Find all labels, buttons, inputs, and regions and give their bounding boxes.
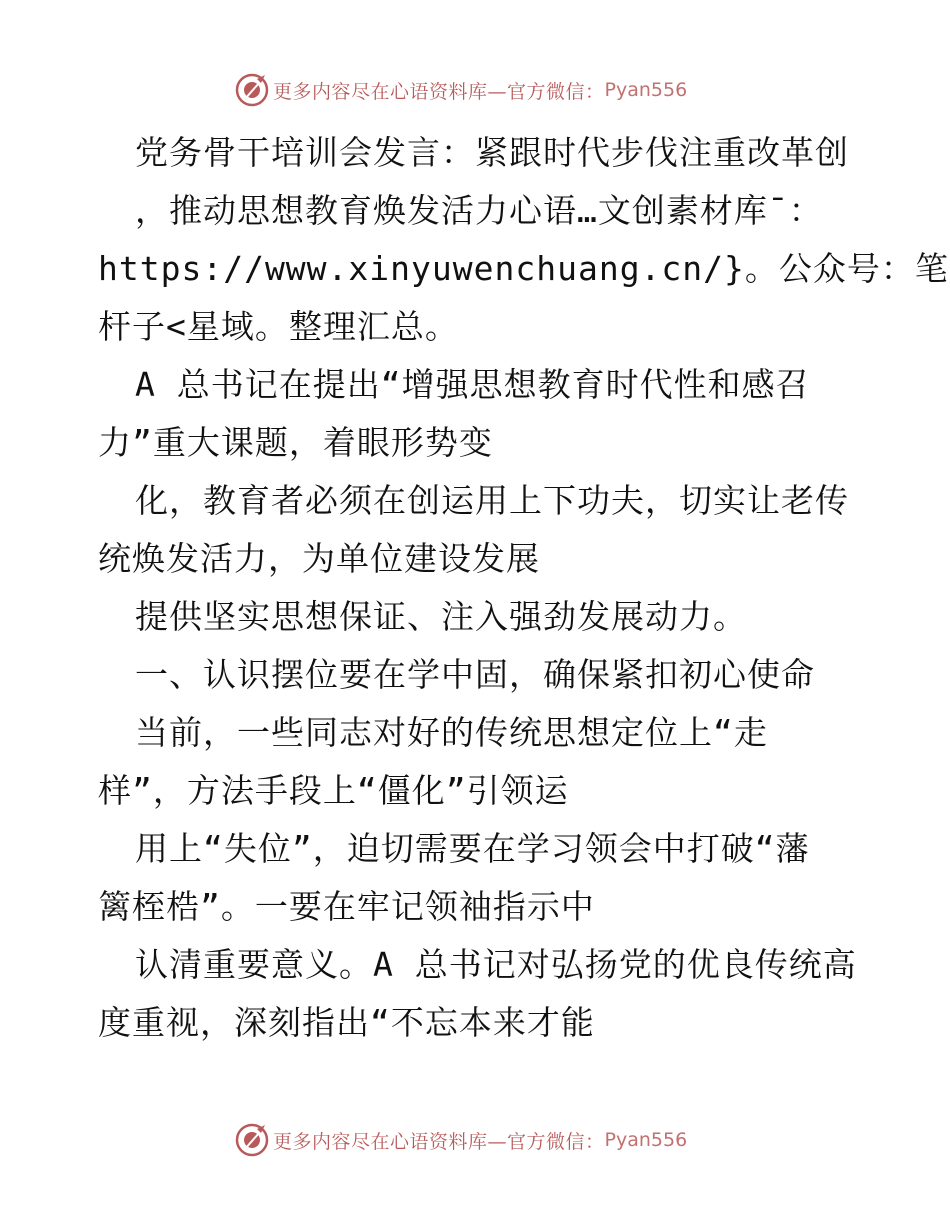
header-watermark xyxy=(235,72,687,108)
header-watermark-handle: Pyan556 xyxy=(604,79,688,101)
text-line: 度重视，深刻指出“不忘本来才能 xyxy=(98,1003,595,1042)
text-line: 力”重大课题，着眼形势变 xyxy=(98,423,493,462)
text-line: 当前，一些同志对好的传统思想定位上“走 xyxy=(135,713,768,752)
section-heading: 一、认识摆位要在学中固，确保紧扣初心使命 xyxy=(135,655,815,694)
text-line: 样”，方法手段上“僵化”引领运 xyxy=(98,771,569,810)
header-watermark-text: 更多内容尽在心语资料库—官方微信： xyxy=(273,80,605,103)
text-line: 提供坚实思想保证、注入强劲发展动力。 xyxy=(135,597,747,636)
footer-watermark-handle: Pyan556 xyxy=(604,1129,688,1151)
footer-watermark-text: 更多内容尽在心语资料库—官方微信： xyxy=(273,1130,605,1153)
text-line: 篱桎梏”。一要在牢记领袖指示中 xyxy=(98,887,595,926)
text-line: ，推动思想教育焕发活力心语…文创素材库¯： xyxy=(135,191,823,230)
text-line: 党务骨干培训会发言：紧跟时代步伐注重改革创 xyxy=(135,133,849,172)
text-line: 认清重要意义。A 总书记对弘扬党的优良传统高 xyxy=(135,945,857,984)
text-line: A 总书记在提出“增强思想教育时代性和感召 xyxy=(135,365,810,404)
brand-logo-icon xyxy=(235,73,269,107)
text-line: 统焕发活力，为单位建设发展 xyxy=(98,539,540,578)
text-line: 用上“失位”，迫切需要在学习领会中打破“藩 xyxy=(135,829,810,868)
brand-logo-icon xyxy=(235,1123,269,1157)
footer-watermark xyxy=(235,1122,687,1158)
text-line: 杆子<星域。整理汇总。 xyxy=(98,307,459,346)
document-body xyxy=(98,124,949,1052)
text-line: 化，教育者必须在创运用上下功夫，切实让老传 xyxy=(135,481,849,520)
text-line: https://www.xinyuwenchuang.cn/}。公众号：笔 xyxy=(98,249,949,288)
